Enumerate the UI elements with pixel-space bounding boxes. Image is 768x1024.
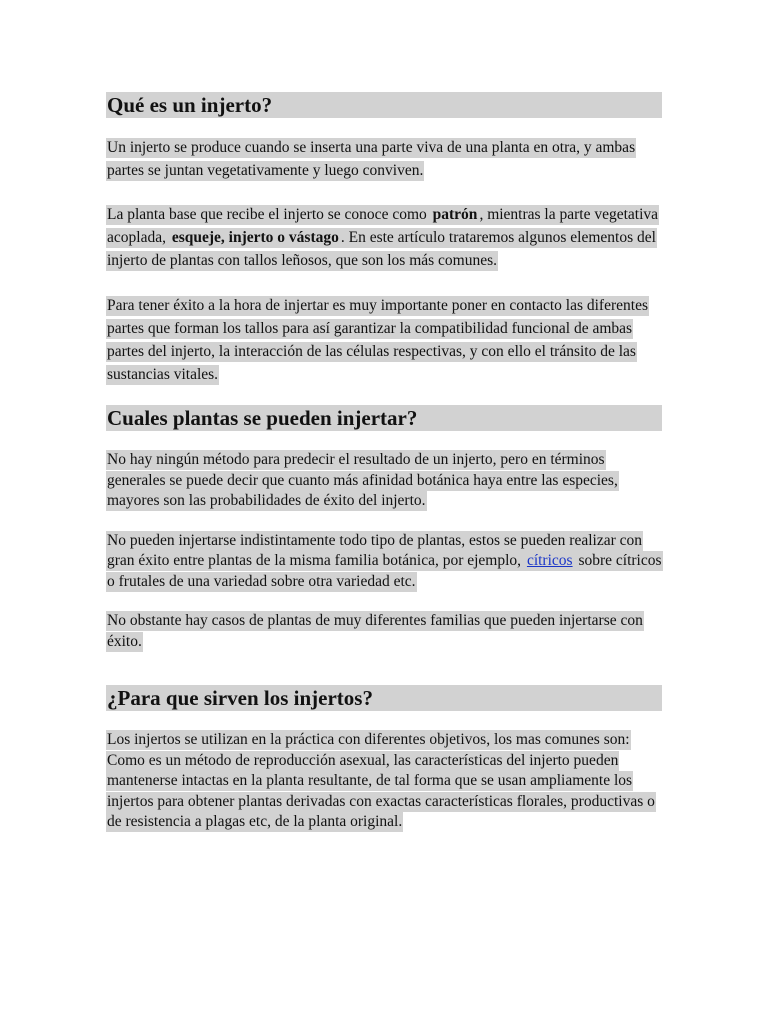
paragraph-definition-text: Un injerto se produce cuando se inserta una parte viva de una planta en otra, y ambas partes se juntan vegetativamente y luego conviven. [107,139,636,179]
paragraph-exito [106,294,662,386]
paragraph-familia [106,531,662,593]
patron-text-3: . En este artículo trataremos algunos elementos del injerto de plantas con tallos leñosos, que son los más comunes. [107,229,656,269]
section-heading-para-que-sirven: ¿Para que sirven los injertos? [106,685,662,711]
paragraph-objetivos-text: Los injertos se utilizan en la práctica con diferentes objetivos, los mas comunes son: [107,731,630,748]
familia-text-1: No pueden injertarse indistintamente todo tipo de plantas, estos se pueden realizar con gran éxito entre plantas de la misma familia botánica, por ejemplo, [107,531,643,569]
section-heading-que-es: Qué es un injerto? [106,92,662,118]
paragraph-patron [106,203,662,272]
paragraph-no-obstante-text: No obstante hay casos de plantas de muy diferentes familias que pueden injertarse con éxito. [107,612,643,650]
patron-text-2: , mientras la parte vegetativa acoplada, [107,206,659,246]
patron-bold-term: patrón [432,206,478,223]
paragraph-no-obstante [106,611,662,652]
document-page [106,92,662,833]
paragraph-objetivos [106,730,662,751]
paragraph-definition [106,136,662,182]
citricos-link[interactable]: cítricos [526,552,573,569]
paragraph-metodo-text: No hay ningún método para predecir el resultado de un injerto, pero en términos generales se puede decir que cuanto más afinidad botánica haya entre las especies, mayores son las probabilidades de éxito del injerto. [107,451,618,509]
familia-text-2: sobre cítricos o frutales de una variedad sobre otra variedad etc. [107,552,662,590]
paragraph-asexual [106,751,662,833]
paragraph-asexual-text: Como es un método de reproducción asexual, las características del injerto pueden mantenerse intactas en la planta resultante, de tal forma que se usan ampliamente los injertos para obtener plantas derivadas con exactas características florales, productivas o de resistencia a plagas etc, de la planta original. [107,751,655,830]
esqueje-bold-term: esqueje, injerto o vástago [171,229,339,246]
section-heading-cuales-plantas: Cuales plantas se pueden injertar? [106,405,662,431]
patron-text-1: La planta base que recibe el injerto se conoce como [107,206,431,223]
paragraph-metodo [106,450,662,512]
paragraph-exito-text: Para tener éxito a la hora de injertar es muy importante poner en contacto las diferentes partes que forman los tallos para así garantizar la compatibilidad funcional de ambas partes del injerto, la interacción de las células respectivas, y con ello el tránsito de las sustancias vitales. [107,297,648,383]
